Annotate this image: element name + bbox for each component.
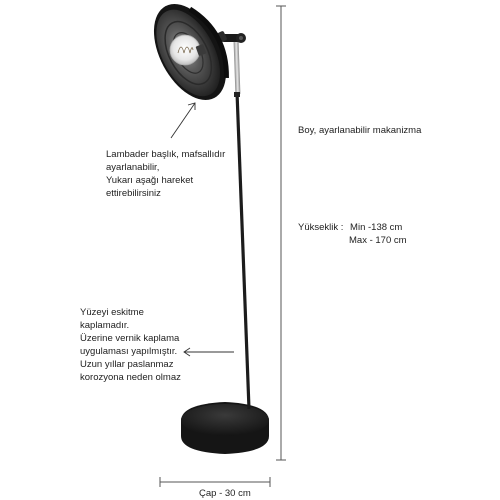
shade-annotation [106, 148, 225, 200]
lamp-stem [234, 42, 249, 409]
shade-annotation-line: Lambader başlık, mafsallıdır [106, 149, 226, 160]
diameter-dimension-line [160, 477, 270, 487]
surface-annotation-line: Uzun yıllar paslanmaz [80, 359, 174, 370]
height-range-annotation [298, 221, 407, 247]
surface-annotation-line: korozyona neden olmaz [80, 372, 181, 383]
height-mechanism-annotation: Boy, ayarlanabilir makanizma [298, 125, 422, 136]
shade-annotation-line: ettirebilirsiniz [106, 188, 161, 199]
surface-annotation-line: uygulaması yapılmıştır. [80, 346, 178, 357]
diameter-annotation: Çap - 30 cm [199, 488, 251, 499]
surface-annotation-line: kaplamadır. [80, 320, 130, 331]
surface-annotation-line: Yüzeyi eskitme [80, 307, 144, 318]
height-range-label: Yükseklik : [298, 222, 344, 233]
height-dimension-line [276, 6, 286, 460]
shade-annotation-line: ayarlanabilir, [106, 162, 160, 173]
arrow-up-right-icon [171, 103, 195, 138]
height-range-max: Max - 170 cm [349, 235, 407, 246]
lamp-base [181, 402, 269, 454]
arrow-left-icon [184, 348, 234, 356]
height-range-min: Min -138 cm [350, 222, 403, 233]
surface-annotation-line: Üzerine vernik kaplama [80, 333, 180, 344]
shade-annotation-line: Yukarı aşağı hareket [106, 175, 194, 186]
surface-annotation [80, 306, 181, 384]
